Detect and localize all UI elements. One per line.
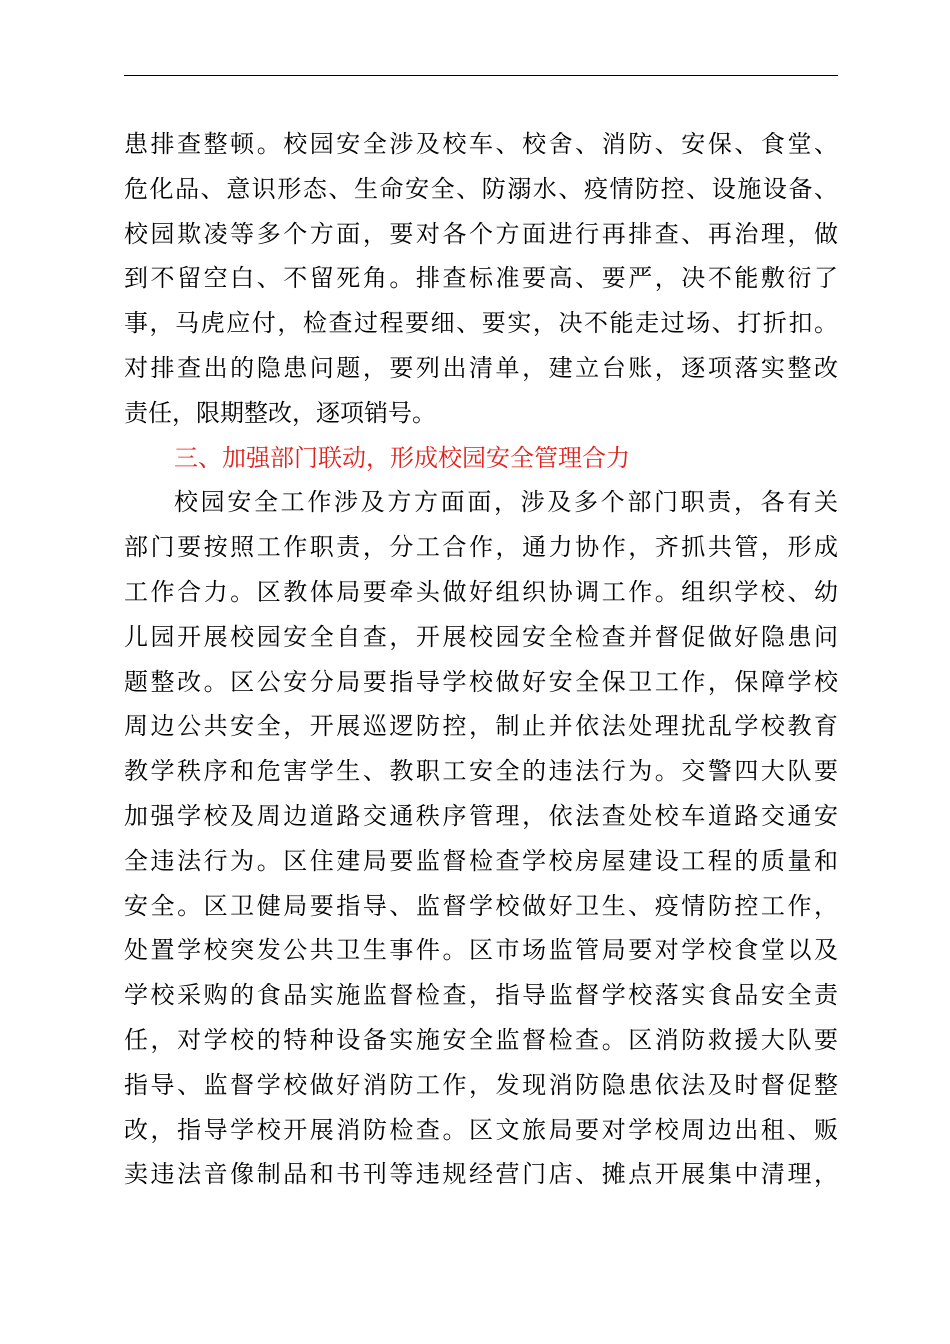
text-line: 对排查出的隐患问题，要列出清单，建立台账，逐项落实整改 (124, 353, 838, 382)
text-line: 危化品、意识形态、生命安全、防溺水、疫情防控、设施设备、 (124, 174, 838, 203)
text-line: 事，马虎应付，检查过程要细、要实，决不能走过场、打折扣。 (124, 309, 838, 338)
text-line: 部门要按照工作职责，分工合作，通力协作，齐抓共管，形成 (124, 533, 838, 562)
text-line: 卖违法音像制品和书刊等违规经营门店、摊点开展集中清理， (124, 1160, 838, 1189)
text-line: 患排查整顿。校园安全涉及校车、校舍、消防、安保、食堂、 (124, 130, 838, 158)
text-line: 工作合力。区教体局要牵头做好组织协调工作。组织学校、幼 (124, 577, 838, 606)
text-line: 处置学校突发公共卫生事件。区市场监管局要对学校食堂以及 (124, 936, 838, 965)
text-line: 儿园开展校园安全自查，开展校园安全检查并督促做好隐患问 (124, 622, 838, 651)
text-line: 改，指导学校开展消防检查。区文旅局要对学校周边出租、贩 (124, 1115, 838, 1144)
text-line: 指导、监督学校做好消防工作，发现消防隐患依法及时督促整 (124, 1070, 838, 1099)
text-line: 周边公共安全，开展巡逻防控，制止并依法处理扰乱学校教育 (124, 712, 838, 741)
text-line: 校园欺凌等多个方面，要对各个方面进行再排查、再治理，做 (124, 219, 838, 248)
text-line: 安全。区卫健局要指导、监督学校做好卫生、疫情防控工作， (124, 891, 838, 920)
document-body (124, 122, 838, 1197)
text-line: 校园安全工作涉及方方面面，涉及多个部门职责，各有关 (174, 488, 838, 517)
paragraph-departments (124, 480, 838, 1197)
text-line: 全违法行为。区住建局要监督检查学校房屋建设工程的质量和 (124, 846, 838, 875)
text-line: 教学秩序和危害学生、教职工安全的违法行为。交警四大队要 (124, 757, 838, 786)
text-line: 题整改。区公安分局要指导学校做好安全保卫工作，保障学校 (124, 667, 838, 696)
paragraph-continued (124, 122, 838, 436)
text-line: 学校采购的食品实施监督检查，指导监督学校落实食品安全责 (124, 981, 838, 1010)
text-line: 任，对学校的特种设备实施安全监督检查。区消防救援大队要 (124, 1025, 838, 1054)
section-heading: 三、加强部门联动，形成校园安全管理合力 (174, 443, 630, 472)
text-line: 责任，限期整改，逐项销号。 (124, 398, 436, 427)
text-line: 加强学校及周边道路交通秩序管理，依法查处校车道路交通安 (124, 801, 838, 830)
header-rule (124, 75, 838, 76)
text-line: 到不留空白、不留死角。排查标准要高、要严，决不能敷衍了 (124, 264, 838, 293)
